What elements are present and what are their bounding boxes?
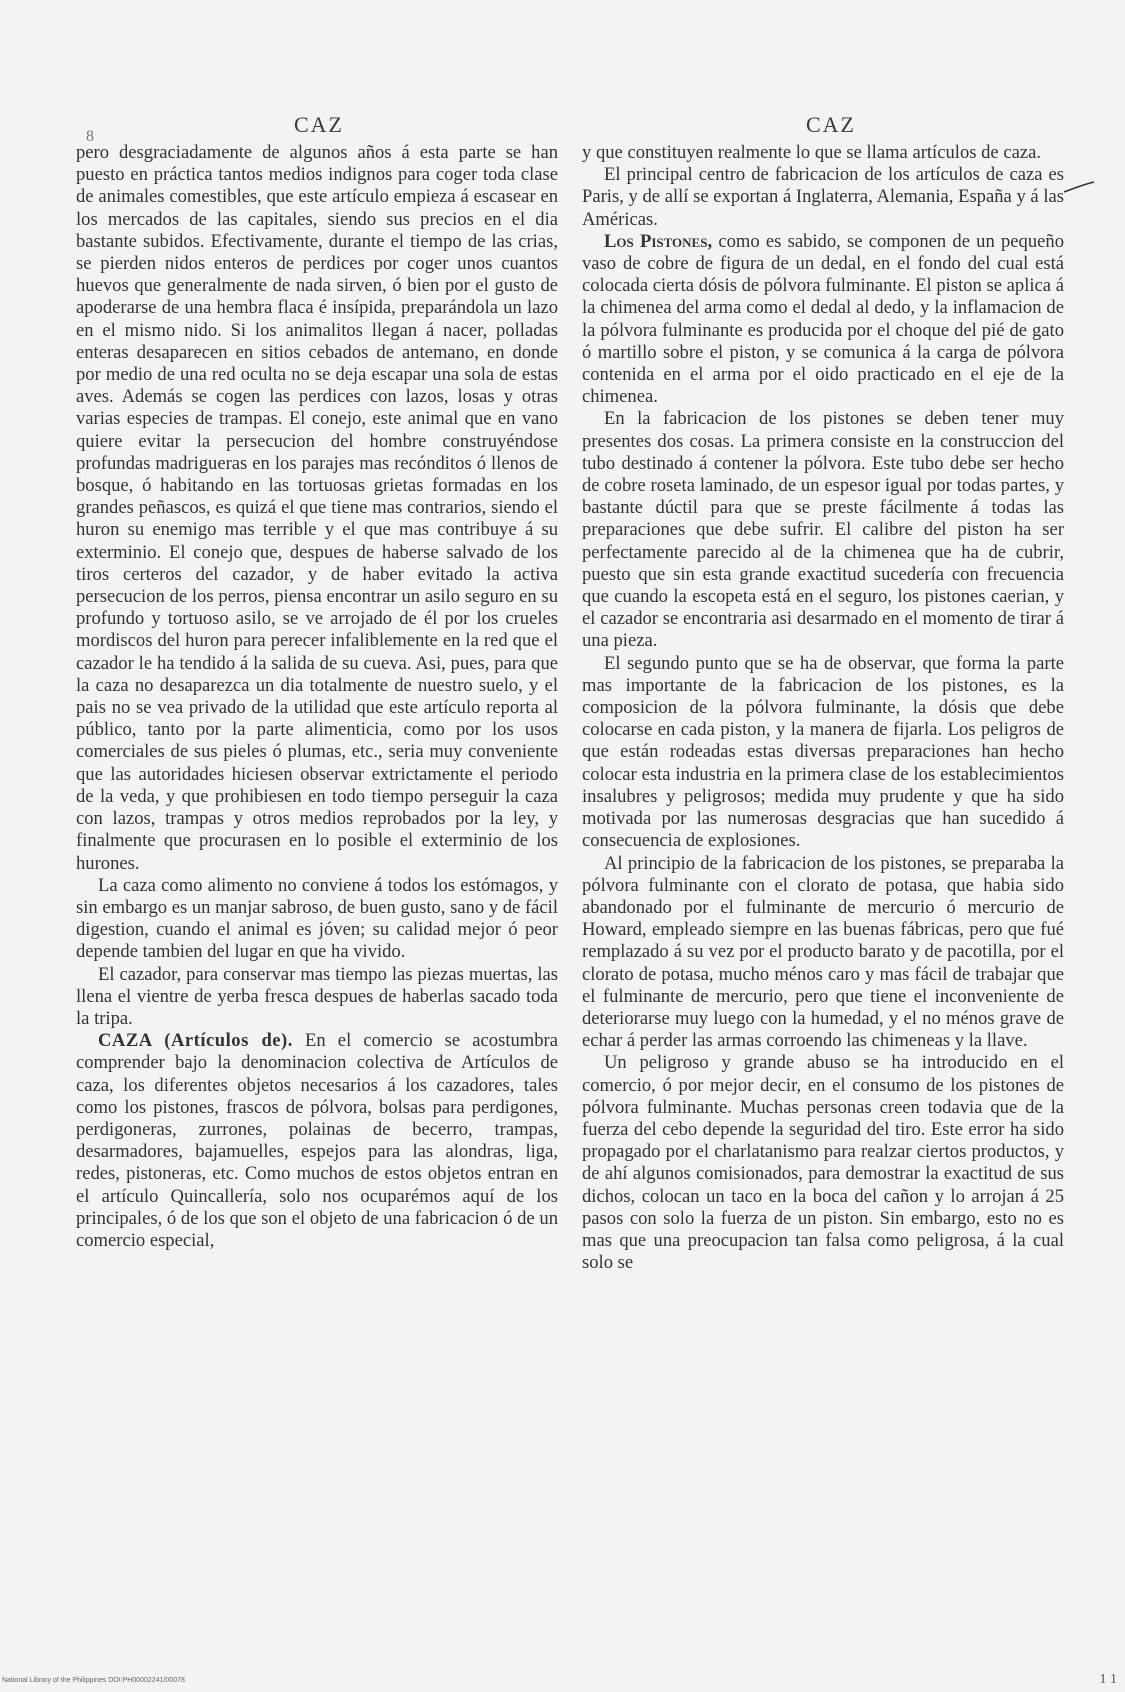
- entry-heading: CAZA (Artículos de).: [98, 1030, 293, 1052]
- right-column: [582, 142, 1064, 1582]
- ink-stroke-icon: [1062, 180, 1096, 194]
- left-column: [76, 142, 558, 1582]
- page-number: 8: [86, 128, 94, 145]
- running-head-left: CAZ: [294, 112, 344, 137]
- paragraph-left-2: La caza como alimento no conviene á todos los estómagos, y sin embargo es un manjar sabroso, de buen gusto, sano y de fácil digestion, cuando el animal es jóven; su calidad mejor ó peor depende tambien del lugar en que ha vivido.: [76, 874, 558, 963]
- pistones-text: como es sabido, se componen de un pequeño vaso de cobre de figura de un dedal, en el fondo del cual está colocada cierta dósis de pólvora fulminante. El piston se aplica á la chimenea del arma como el dedal al dedo, y la inflamacion de la pólvora fulminante es producida por el choque del pié de gato ó martillo sobre el piston, y se comunica á la carga de pólvora contenida en el arma por el oido practicado en el eje de la chimenea.: [582, 230, 1064, 408]
- entry-text: En el comercio se acostumbra comprender bajo la denominacion colectiva de Artículos de caza, los diferentes objetos necesarios á los cazadores, tales como los pistones, frascos de pólvora, bolsas para perdigones, perdigoneras, zurrones, polainas de becerro, trampas, desarmadores, bajamuelles, espejos para las alondras, liga, redes, pistoneras, etc. Como muchos de estos objetos entran en el artículo Quincallería, solo nos ocuparémos aquí de los principales, ó de los que son el objeto de una fabricacion ó de un comercio especial,: [76, 1030, 558, 1251]
- paragraph-right-1: y que constituyen realmente lo que se llama artículos de caza.: [582, 142, 1041, 163]
- running-head-right: CAZ: [806, 112, 856, 137]
- digitization-footer: National Library of the Philippines DOI:PH00002241/00078: [2, 1677, 185, 1684]
- paragraph-right-5: El segundo punto que se ha de observar, que forma la parte mas importante de la fabricacion de los pistones, es la composicion de la pólvora fulminante, la dósis que debe colocarse en cada piston, y la manera de fijarla. Los peligros de que están rodeadas estas diversas preparaciones han hecho colocar esta industria en la primera clase de los establecimientos insalubres y peligrosos; medida muy prudente y que ha sido motivada por las numerosas desgracias que han sucedido á consecuencia de explosiones.: [582, 652, 1064, 852]
- paragraph-left-3: El cazador, para conservar mas tiempo las piezas muertas, las llena el vientre de yerba fresca despues de haberlas sacado toda la tripa.: [76, 963, 558, 1029]
- paragraph-right-7: Un peligroso y grande abuso se ha introducido en el comercio, ó por mejor decir, en el consumo de los pistones de pólvora fulminante. Muchas personas creen todavia que de la fuerza del cebo depende la seguridad del tiro. Este error ha sido propagado por el charlatanismo para realzar ciertos productos, y de ahí algunos comisionados, para demostrar la exactitud de sus dichos, colocan un taco en la boca del cañon y lo arrojan á 25 pasos con solo la fuerza de un piston. Sin embargo, esto no es mas que una preocupacion tan falsa como peligrosa, á la cual solo se: [582, 1052, 1064, 1274]
- entry-paragraph: [76, 1030, 558, 1252]
- paragraph-right-6: Al principio de la fabricacion de los pistones, se preparaba la pólvora fulminante con el clorato de potasa, que habia sido abandonado por el fulminante de mercurio ó mercurio de Howard, empleado siempre en las buenas fábricas, pero que fué remplazado á su vez por el producto barato y de pacotilla, por el clorato de potasa, mucho ménos caro y mas fácil de trabajar que el fulminante de mercurio, pero que tiene el inconveniente de deteriorarse muy luego con la humedad, y el no ménos grave de echar á perder las armas corroendo las chimeneas y la llave.: [582, 852, 1064, 1052]
- paragraph-left-1: pero desgraciadamente de algunos años á esta parte se han puesto en práctica tantos medios indignos para coger toda clase de animales comestibles, que este artículo empieza á escasear en los mercados de las capitales, siendo sus precios en el dia bastante subidos. Efectivamente, durante el tiempo de las crias, se pierden nidos enteros de perdices por coger unos cuantos huevos que generalmente de nada sirven, ó bien por el gusto de apoderarse de una hembra flaca é insípida, preparándola un lazo en el mismo nido. Si los animalitos llegan á nacer, polladas enteras desaparecen en sitios cebados de antemano, en donde por medio de una red oculta no se deja escapar una sola de estas aves. Además se cogen las perdices con lazos, losas y otras varias especies de trampas. El conejo, este animal que en vano quiere evitar la persecucion del hombre construyéndose profundas madrigueras en los parajes mas recónditos ó llenos de bosque, ó habitando en las tortuosas grietas formadas en los grandes peñascos, es quizá el que tiene mas contrarios, siendo el huron su enemigo mas terrible y el que mas contribuye á su exterminio. El conejo que, despues de haberse salvado de los tiros certeros del cazador, y de haber evitado la activa persecucion de los perros, piensa encontrar un asilo seguro en su profundo y tortuoso asilo, se ve arrojado de él por los crueles mordiscos del huron para perecer infaliblemente en la red que el cazador le ha tendido á la salida de su cueva. Asi, pues, para que la caza no desaparezca un dia totalmente de nuestro suelo, y el pais no se vea privado de la utilidad que este artículo reporta al público, tanto por la parte alimenticia, como por los usos comerciales de sus pieles ó plumas, etc., seria muy conveniente que las autoridades hiciesen observar extrictamente el periodo de la veda, y que prohibiesen en todo tiempo perseguir la caza con lazos, trampas y otros medios reprobados por la ley, y finalmente que procurasen en lo posible el exterminio de los hurones.: [76, 142, 558, 874]
- corner-mark: 1 1: [1099, 1672, 1117, 1687]
- paragraph-right-4: En la fabricacion de los pistones se deben tener muy presentes dos cosas. La primera consiste en la construccion del tubo destinado á contener la pólvora. Este tubo debe ser hecho de cobre roseta laminado, de un espesor igual por todas partes, y bastante dúctil para que se preste fácilmente á todas las preparaciones que debe sufrir. El calibre del piston ha ser perfectamente parecido al de la chimenea que ha de cubrir, puesto que sin esta grande exactitud sucedería con frecuencia que cuando la escopeta está en el seguro, los pistones caerian, y el cazador se encontraria asi desarmado en el momento de tirar á una pieza.: [582, 408, 1064, 652]
- pistones-label: Los Pistones,: [604, 230, 713, 252]
- paragraph-pistones: [582, 231, 1064, 409]
- paragraph-right-2: El principal centro de fabricacion de los artículos de caza es Paris, y de allí se exportan á Inglaterra, Alemania, España y á las Américas.: [582, 164, 1064, 230]
